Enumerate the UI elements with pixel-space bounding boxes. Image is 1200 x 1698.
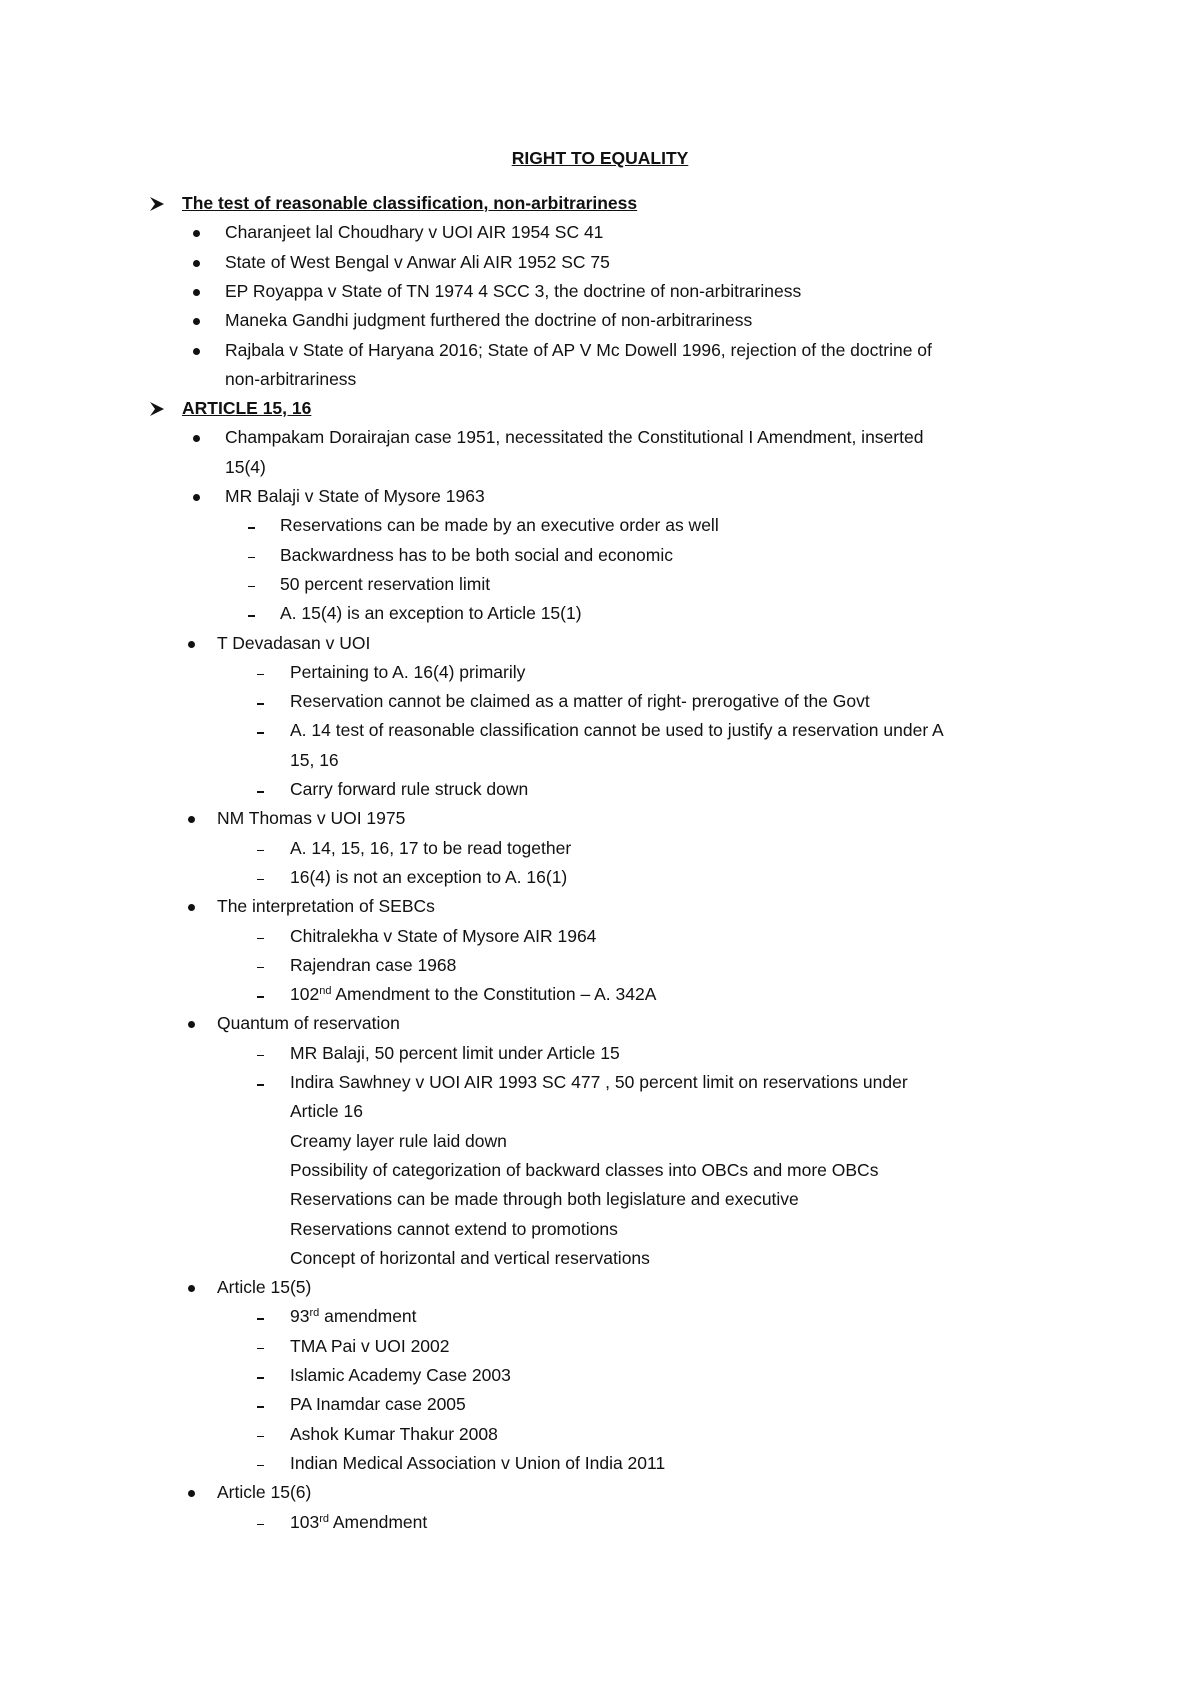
- dash-bullet-icon: [257, 1377, 264, 1379]
- sub-item: Pertaining to A. 16(4) primarily: [290, 661, 526, 682]
- bullet-dot-icon: [188, 641, 195, 648]
- dash-bullet-icon: [257, 1055, 264, 1057]
- list-item: EP Royappa v State of TN 1974 4 SCC 3, the doctrine of non-arbitrariness: [225, 280, 802, 301]
- list-item: Maneka Gandhi judgment furthered the doctrine of non-arbitrariness: [225, 310, 753, 331]
- sub-item: TMA Pai v UOI 2002: [290, 1335, 450, 1356]
- list-item: Quantum of reservation: [217, 1013, 400, 1034]
- list-item: Rajbala v State of Haryana 2016; State of AP V Mc Dowell 1996, rejection of the doctrine of: [225, 339, 932, 360]
- sub-item: 93rd amendment: [290, 1306, 417, 1327]
- section-heading: The test of reasonable classification, non-arbitrariness: [182, 193, 638, 213]
- dash-bullet-icon: [257, 1084, 264, 1086]
- dash-bullet-icon: [257, 967, 264, 969]
- sub-item: Carry forward rule struck down: [290, 779, 529, 799]
- dash-bullet-icon: [257, 1406, 264, 1408]
- bullet-dot-icon: [193, 260, 200, 267]
- dash-bullet-icon: [257, 791, 264, 793]
- list-item: Article 15(5): [217, 1277, 312, 1298]
- bullet-dot-icon: [193, 494, 200, 501]
- bullet-dot-icon: [193, 318, 200, 325]
- dash-bullet-icon: [257, 732, 264, 734]
- sub-item: PA Inamdar case 2005: [290, 1394, 466, 1415]
- page-title: RIGHT TO EQUALITY: [511, 148, 689, 168]
- dash-bullet-icon: [257, 879, 264, 881]
- sub-item: Reservations cannot extend to promotions: [290, 1218, 618, 1239]
- list-item: non-arbitrariness: [225, 368, 357, 389]
- dash-bullet-icon: [257, 1348, 264, 1350]
- sub-item: 102nd Amendment to the Constitution – A. 342A: [290, 984, 657, 1005]
- list-item: T Devadasan v UOI: [217, 632, 371, 653]
- dash-bullet-icon: [257, 674, 264, 676]
- dash-bullet-icon: [257, 1465, 264, 1467]
- section-heading: ARTICLE 15, 16: [182, 398, 312, 419]
- sub-item: 50 percent reservation limit: [280, 573, 491, 594]
- sub-item: Reservation cannot be claimed as a matter of right- prerogative of the Govt: [290, 691, 870, 712]
- dash-bullet-icon: [257, 1318, 264, 1320]
- dash-bullet-icon: [257, 996, 264, 998]
- bullet-dot-icon: [193, 435, 200, 442]
- list-item: Article 15(6): [217, 1482, 312, 1503]
- dash-bullet-icon: [257, 850, 264, 852]
- dash-bullet-icon: [248, 615, 255, 617]
- dash-bullet-icon: [257, 1436, 264, 1438]
- list-item: 15(4): [225, 456, 266, 477]
- sub-item: Reservations can be made through both legislature and executive: [290, 1189, 799, 1210]
- sub-item: Creamy layer rule laid down: [290, 1130, 507, 1151]
- sub-item: Rajendran case 1968: [290, 954, 457, 975]
- sub-item: MR Balaji, 50 percent limit under Article 15: [290, 1042, 620, 1063]
- sub-item: 16(4) is not an exception to A. 16(1): [290, 866, 568, 887]
- sub-item: Reservations can be made by an executive order as well: [280, 515, 719, 536]
- sub-item: 103rd Amendment: [290, 1511, 428, 1532]
- bullet-dot-icon: [188, 1490, 195, 1497]
- sub-item: A. 14 test of reasonable classification cannot be used to justify a reservation under A: [290, 720, 944, 741]
- sub-item: Article 16: [290, 1101, 363, 1122]
- dash-bullet-icon: [257, 938, 264, 940]
- list-item: Charanjeet lal Choudhary v UOI AIR 1954 SC 41: [225, 222, 604, 243]
- arrow-bullet-icon: [149, 401, 165, 417]
- list-item: NM Thomas v UOI 1975: [217, 808, 406, 829]
- arrow-bullet-icon: [149, 196, 165, 212]
- list-item: The interpretation of SEBCs: [217, 896, 435, 917]
- dash-bullet-icon: [248, 586, 255, 588]
- dash-bullet-icon: [257, 703, 264, 705]
- bullet-dot-icon: [193, 230, 200, 237]
- sub-item: Indira Sawhney v UOI AIR 1993 SC 477 , 50 percent limit on reservations under: [290, 1072, 908, 1092]
- bullet-dot-icon: [188, 904, 195, 911]
- sub-item: A. 15(4) is an exception to Article 15(1): [280, 603, 582, 624]
- sub-item: Ashok Kumar Thakur 2008: [290, 1423, 498, 1444]
- bullet-dot-icon: [188, 1021, 195, 1028]
- list-item: State of West Bengal v Anwar Ali AIR 1952 SC 75: [225, 251, 610, 272]
- dash-bullet-icon: [257, 1524, 264, 1526]
- bullet-dot-icon: [188, 1285, 195, 1292]
- bullet-dot-icon: [188, 816, 195, 823]
- dash-bullet-icon: [248, 557, 255, 559]
- sub-item: 15, 16: [290, 749, 339, 770]
- sub-item: Possibility of categorization of backward classes into OBCs and more OBCs: [290, 1159, 879, 1180]
- sub-item: Chitralekha v State of Mysore AIR 1964: [290, 925, 597, 946]
- sub-item: Backwardness has to be both social and economic: [280, 544, 674, 565]
- bullet-dot-icon: [193, 289, 200, 296]
- bullet-dot-icon: [193, 348, 200, 355]
- list-item: MR Balaji v State of Mysore 1963: [225, 486, 485, 506]
- dash-bullet-icon: [248, 527, 255, 529]
- list-item: Champakam Dorairajan case 1951, necessitated the Constitutional I Amendment, inserted: [225, 427, 924, 448]
- sub-item: Concept of horizontal and vertical reservations: [290, 1247, 650, 1268]
- sub-item: Islamic Academy Case 2003: [290, 1365, 511, 1385]
- sub-item: A. 14, 15, 16, 17 to be read together: [290, 837, 572, 858]
- sub-item: Indian Medical Association v Union of India 2011: [290, 1452, 666, 1473]
